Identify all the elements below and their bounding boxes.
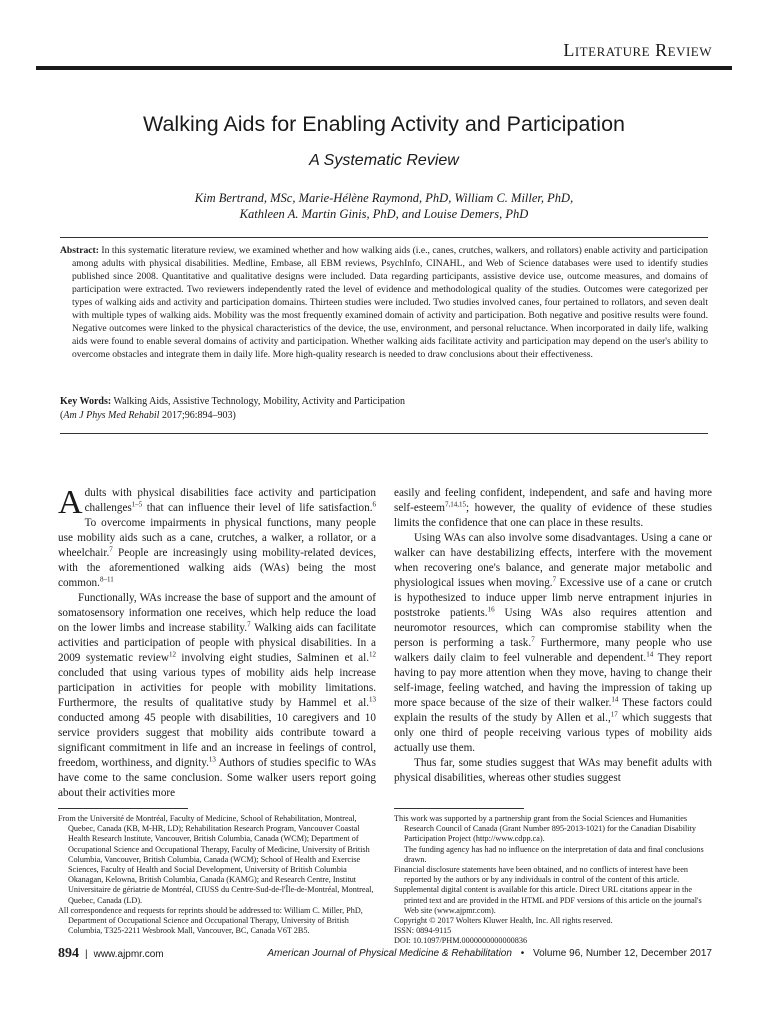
abstract-top-rule: [60, 237, 708, 238]
citation-rest: 2017;96:894–903): [159, 410, 236, 421]
authors-line-2: Kathleen A. Martin Ginis, PhD, and Louise Demers, PhD: [239, 207, 529, 221]
abstract-label: Abstract:: [60, 245, 99, 256]
body-column-right: [394, 486, 712, 786]
affiliation-note: From the Université de Montréal, Faculty of Medicine, School of Rehabilitation, Montreal, Quebec, Canada (KB, M-HR, LD); Rehabilitation Research Program, Vancouver Coastal Health Research Institute, Vancouver, British Columbia, Canada (WCM); Department of Occupational Science and Occupational Therapy, Faculty of Medicine, University of British Columbia, Vancouver, British Columbia, Canada (WCM); School of Health and Exercise Sciences, Faculty of Health and Social Development, University of British Columbia Okanagan, Kelowna, British Columbia, Canada (KAMG); and Research Centre, Institut Universitaire de gériatrie de Montréal, CIUSS du Centre-Sud-de-l'Île-de-Montréal, Montreal, Quebec, Canada (LD).: [58, 814, 374, 905]
funding-note-2: The funding agency has had no influence on the interpretation of data and final conclusions drawn.: [404, 844, 704, 864]
footer-separator: |: [85, 949, 88, 960]
page-number: 894: [58, 946, 79, 961]
abstract-bottom-rule: [60, 433, 708, 434]
disclosure-note: Financial disclosure statements have been obtained, and no conflicts of interest have been reported by the authors or by any individuals in control of the content of this article.: [394, 865, 688, 885]
footnotes-left: [58, 814, 376, 936]
header-rule: [36, 66, 732, 70]
body-paragraph-3: easily and feeling confident, independent, and safe and having more self-esteem$^{7,14,15}$; however, the quality of evidence of these studies limits the confidence that one can place in these results.: [394, 487, 712, 529]
body-paragraph-1: Adults with physical disabilities face activity and participation challenges$^{1-5}$ that can influence their level of life satisfaction.$^6$ To overcome impairments in physical functions, many people use mobility aids such as a cane, crutches, a walker, a rollator, or a wheelchair.$^7$ People are increasingly using mobility-related devices, with the aforementioned walking aids (WAs) being the most common.$^{8-11}$: [58, 484, 376, 589]
citation: (Am J Phys Med Rehabil 2017;96:894–903): [60, 410, 236, 421]
footnote-rule-right: [394, 808, 524, 809]
correspondence-note: All correspondence and requests for reprints should be addressed to: William C. Miller, PhD, Department of Occupational Science and Occupational Therapy, University of British Columbia, T325-2211 Wesbrook Mall, Vancouver, BC, Canada V6T 2B5.: [58, 905, 363, 936]
keywords-text: Walking Aids, Assistive Technology, Mobility, Activity and Participation: [113, 396, 405, 407]
issn-note: ISSN: 0894-9115: [394, 926, 452, 936]
footnote-rule-left: [58, 808, 188, 809]
article-title: Walking Aids for Enabling Activity and Participation: [142, 112, 625, 136]
author-list: [0, 190, 768, 222]
journal-website: www.ajpmr.com: [93, 949, 164, 960]
article-subtitle: A Systematic Review: [309, 152, 459, 169]
citation-journal: Am J Phys Med Rehabil: [63, 410, 160, 421]
authors-line-1: Kim Bertrand, MSc, Marie-Hélène Raymond, PhD, William C. Miller, PhD,: [194, 191, 574, 205]
issue-info: Volume 96, Number 12, December 2017: [533, 948, 712, 959]
footnotes-right: [394, 814, 712, 947]
drop-cap: A: [58, 484, 83, 521]
abstract: [60, 244, 708, 361]
doi-note: DOI: 10.1097/PHM.0000000000000836: [394, 936, 528, 946]
funding-note: This work was supported by a partnership grant from the Social Sciences and Humanities Research Council of Canada (Grant Number 895-2013-1021) for the Canadian Disability Participation Project (http://www.cdpp.ca).: [394, 814, 696, 844]
keywords: [60, 395, 708, 423]
supplemental-note: Supplemental digital content is available for this article. Direct URL citations appear in the printed text and are provided in the HTML and PDF versions of this article on the journal's Web site (www.ajpmr.com).: [394, 885, 702, 915]
body-paragraph-5: Thus far, some studies suggest that WAs may benefit adults with physical disabilities, whereas other studies suggest: [394, 757, 712, 784]
footer-bullet: •: [520, 948, 525, 959]
journal-name: American Journal of Physical Medicine & Rehabilitation: [267, 948, 512, 959]
body-column-left: [58, 486, 376, 801]
keywords-label: Key Words:: [60, 396, 112, 407]
section-header: Literature Review: [563, 40, 712, 60]
abstract-text: In this systematic literature review, we examined whether and how walking aids (i.e., canes, crutches, walkers, and rollators) enable activity and participation among adults with physical disabilities. Medline, Embase, all EBM reviews, PsychInfo, CINAHL, and Web of Science databases were used to identify studies published since 2008. Quantitative and qualitative designs were included. Data regarding participants, assistive device use, outcome measures, and domains of participation were extracted. Two reviewers independently rated the level of evidence and methodological quality of the studies. Outcomes were categorized per types of walking aids and activity and participation domains. Thirteen studies were included. Two studies involved canes, four pertained to rollators, and seven dealt with multiple types of walking aids. Mobility was the most frequently examined domain of activity and participation. Both negative and positive results were found. Negative outcomes were linked to the physical characteristics of the device, the use, environment, and personal reluctance. When incorporated in daily life, walking aids were found to enable several domains of activity and participation. Whether walking aids facilitate activity and participation may depend on the user's ability to overcome obstacles and integrate them in daily life. More high-quality research is needed to draw conclusions about their effectiveness.: [72, 245, 708, 360]
body-paragraph-4: Using WAs can also involve some disadvantages. Using a cane or walker can have destabilizing effects, interfere with the movement when recovering one's balance, and generate major metabolic and physiological issues when moving.$^7$ Excessive use of a cane or crutch is hypothesized to induce upper limb nerve entrapment injuries in poststroke patients.$^{16}$ Using WAs also requires attention and neuromotor resources, which can compromise stability when the person is performing a task.$^7$ Furthermore, many people who use walkers daily claim to feel vulnerable and dependent.$^{14}$ They report having to pay more attention when they move, having to change their self-image, feeling watched, and having the impression of taking up more space because of the size of their walker.$^{14}$ These factors could explain the results of the study by Allen et al.,$^{17}$ which suggests that only one third of people receiving various types of mobility aids actually use them.: [394, 532, 712, 754]
copyright-note: Copyright © 2017 Wolters Kluwer Health, Inc. All rights reserved.: [394, 916, 613, 926]
body-paragraph-2: Functionally, WAs increase the base of support and the amount of somatosensory information one receives, which help reduce the load on the lower limbs and increase stability.$^7$ Walking aids can facilitate activities and participation of people with physical disabilities. In a 2009 systematic review$^{12}$ involving eight studies, Salminen et al.$^{12}$ concluded that using various types of mobility aids help increase participation in activities for people with mobility limitations. Furthermore, the results of qualitative study by Hammel et al.$^{13}$ conducted among 45 people with disabilities, 10 caregivers and 10 service providers suggest that mobility aids contribute toward a significant commitment in life and an increase in feelings of control, freedom, worthiness, and dignity.$^{13}$ Authors of studies specific to WAs have come to the same conclusion. Some walker users report going about their activities more: [58, 592, 376, 799]
page-footer: [58, 946, 712, 964]
